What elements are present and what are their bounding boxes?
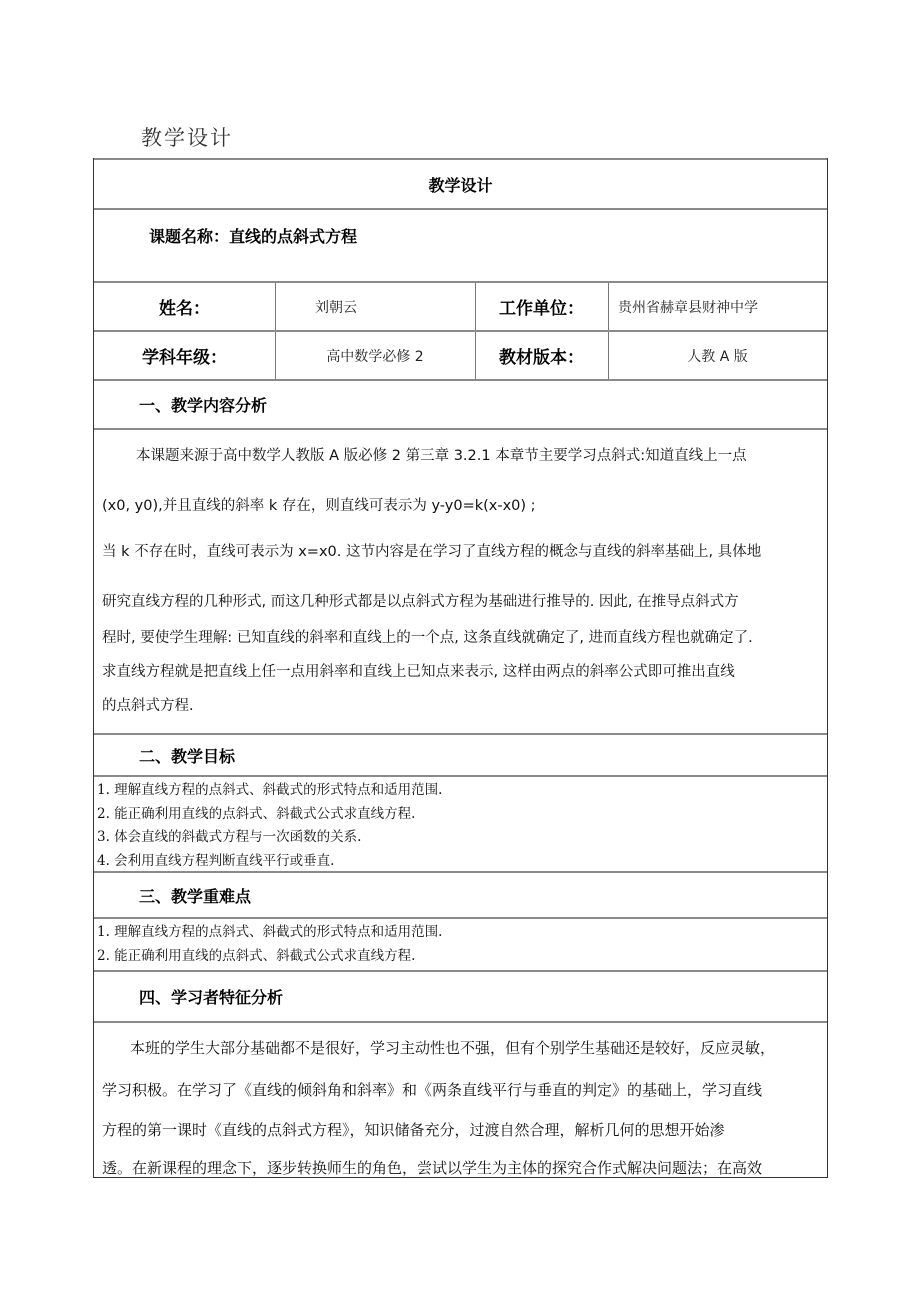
section-4-line: 本班的学生大部分基础都不是很好，学习主动性也不强，但有个别学生基础还是较好，反应灵敏， [130, 1039, 776, 1057]
name-label: 姓名： [159, 299, 210, 319]
section-2-content [94, 775, 827, 871]
section-1-line: 研究直线方程的几种形式, 而这几种形式都是以点斜式方程为基础进行推导的. 因此, 在推导点斜式方 [102, 594, 739, 610]
key-point-item: 2. 能正确利用直线的点斜式、斜截式公式求直线方程. [97, 947, 416, 964]
page-heading: 教学设计 [141, 126, 233, 150]
key-point-item: 1. 理解直线方程的点斜式、斜截式的形式特点和适用范围. [97, 924, 443, 940]
section-1-line: 程时, 要使学生理解: 已知直线的斜率和直线上的一个点, 这条直线就确定了, 进而直线方程也就确定了. [102, 630, 753, 646]
section-4-line: 透。在新课程的理念下，逐步转换师生的角色，尝试以学生为主体的探究合作式解决问题法；在高效 [102, 1159, 763, 1177]
section-4-line: 学习积极。在学习了《直线的倾斜角和斜率》和《两条直线平行与垂直的判定》的基础上，学习直线 [102, 1081, 763, 1099]
grade-value: 高中数学必修 2 [326, 348, 424, 365]
objective-item: 1. 理解直线方程的点斜式、斜截式的形式特点和适用范围. [97, 782, 443, 798]
unit-value: 贵州省赫章县财神中学 [618, 299, 758, 316]
section-heading-1 [94, 379, 827, 428]
unit-label: 工作单位： [499, 299, 584, 319]
section-4-heading: 四、学习者特征分析 [139, 988, 284, 1007]
info-row-2 [94, 330, 827, 379]
grade-label: 学科年级： [142, 348, 227, 368]
table-title: 教学设计 [428, 175, 493, 195]
section-heading-2 [94, 733, 827, 775]
section-1-heading: 一、教学内容分析 [139, 396, 268, 415]
section-4-content [94, 1021, 827, 1177]
objective-item: 4. 会利用直线方程判断直线平行或垂直. [97, 852, 335, 869]
topic [149, 224, 357, 247]
section-1-line: 本课题来源于高中数学人教版 A 版必修 2 第三章 3.2.1 本章节主要学习点斜式:知道直线上一点 [136, 448, 747, 464]
section-4-line: 方程的第一课时《直线的点斜式方程》，知识储备充分，过渡自然合理，解析几何的思想开始渗 [102, 1121, 725, 1139]
section-3-heading: 三、教学重难点 [139, 886, 252, 906]
table-bottom-border [93, 1177, 828, 1178]
section-1-line: 求直线方程就是把直线上任一点用斜率和直线上已知点来表示, 这样由两点的斜率公式即可推出直线 [102, 664, 735, 680]
edition-label: 教材版本： [499, 348, 584, 368]
lesson-design-table [93, 158, 828, 1177]
section-1-content [94, 428, 827, 733]
topic-label: 课题名称： [149, 227, 230, 246]
section-heading-3 [94, 871, 827, 917]
section-1-line: 当 k 不存在时，直线可表示为 x=x0. 这节内容是在学习了直线方程的概念与直线的斜率基础上, 具体地 [102, 544, 762, 560]
info-row-1 [94, 281, 827, 330]
objective-item: 3. 体会直线的斜截式方程与一次函数的关系. [97, 829, 362, 845]
section-heading-4 [94, 970, 827, 1021]
name-value: 刘朝云 [315, 299, 357, 316]
topic-row [94, 208, 827, 281]
table-title-row [94, 158, 827, 208]
section-3-content [94, 917, 827, 970]
section-1-line: (x0, y0),并且直线的斜率 k 存在，则直线可表示为 y-y0=k(x-x0) ; [102, 498, 536, 514]
section-2-heading: 二、教学目标 [139, 746, 236, 766]
objective-item: 2. 能正确利用直线的点斜式、斜截式公式求直线方程. [97, 805, 416, 822]
edition-value: 人教 A 版 [687, 348, 748, 365]
topic-value: 直线的点斜式方程 [229, 227, 358, 246]
objectives-list [94, 777, 827, 873]
key-points-list [94, 919, 827, 968]
section-1-line: 的点斜式方程. [102, 698, 194, 714]
